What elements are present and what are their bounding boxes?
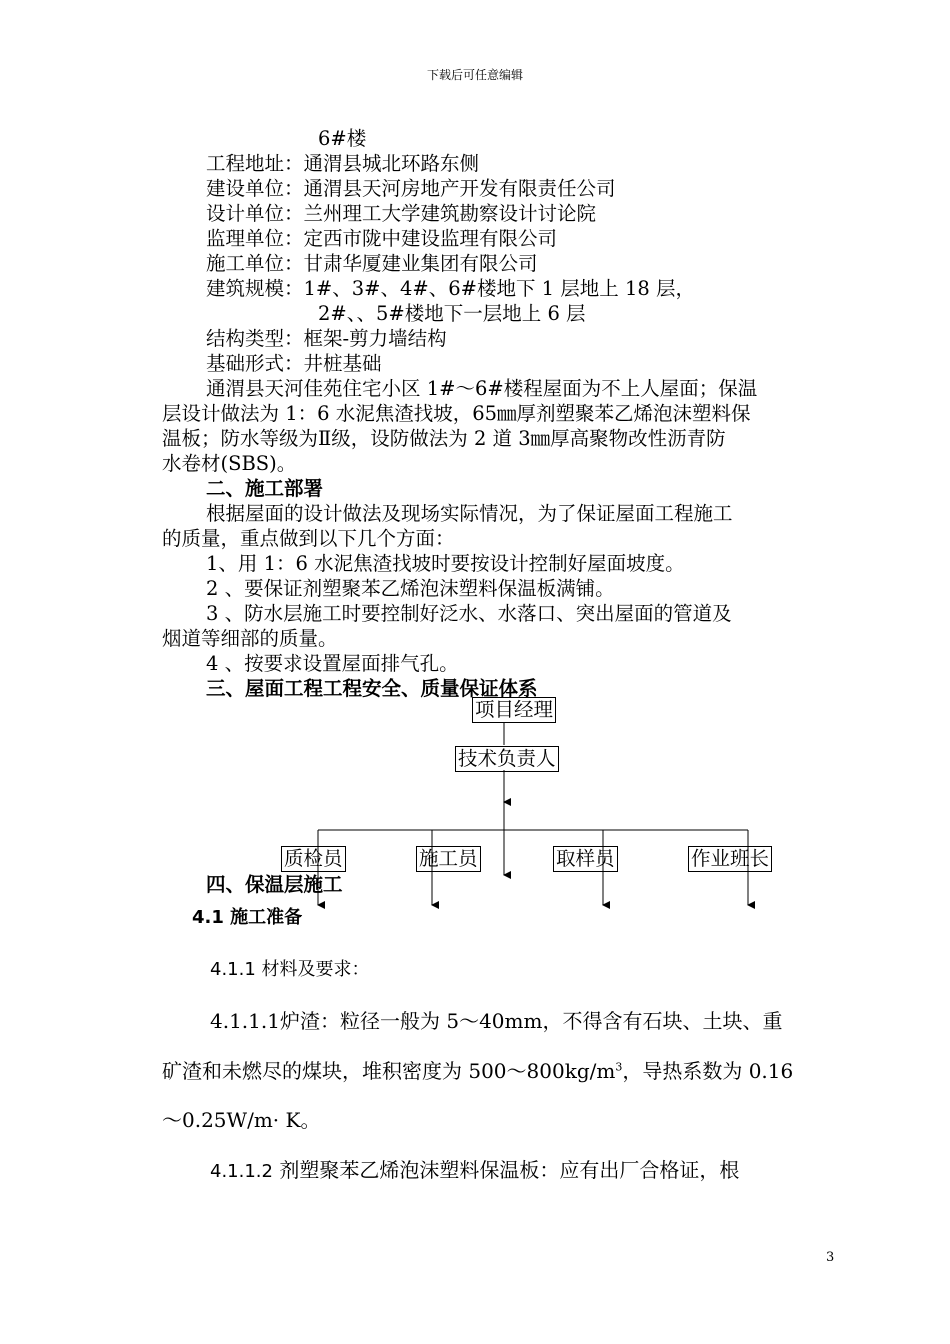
section-4-1-1-1-text-3: ，导热系数为 0.16 xyxy=(622,1059,794,1083)
intro-line-1: 通渭县天河佳苑住宅小区 1#～6#楼程屋面为不上人屋面；保温 xyxy=(206,377,758,400)
section-2-item-3-line-2: 烟道等细部的质量。 xyxy=(162,627,338,650)
section-4-1-1-1-line-1 xyxy=(210,1005,782,1034)
section-4-1-1-title: 4.1.1 材料及要求： xyxy=(210,959,370,980)
section-3-title: 三、屋面工程工程安全、质量保证体系 xyxy=(206,677,538,700)
construction-unit: 施工单位：甘肃华厦建业集团有限公司 xyxy=(206,252,538,275)
section-4-1-1-1-text-2: 矿渣和未燃尽的煤块，堆积密度为 500～800kg/m xyxy=(162,1059,616,1083)
section-2-para-line-2: 的质量，重点做到以下几个方面： xyxy=(162,527,455,550)
section-2-item-3-line-1: 3 、防水层施工时要控制好泛水、水落口、突出屋面的管道及 xyxy=(206,602,732,625)
section-2-title: 二、施工部署 xyxy=(206,477,324,500)
page-header-note: 下载后可任意编辑 xyxy=(426,68,523,82)
section-4-1-1-1-text: 炉渣：粒径一般为 5～40mm，不得含有石块、土块、重 xyxy=(279,1009,783,1033)
section-2-item-2: 2 、要保证剂塑聚苯乙烯泡沫塑料保温板满铺。 xyxy=(206,577,615,600)
section-4-1-1-1-line-2 xyxy=(162,1055,793,1084)
section-4-1-1-2-line-1 xyxy=(210,1154,739,1183)
design-unit: 设计单位：兰州理工大学建筑勘察设计讨论院 xyxy=(206,202,597,225)
org-box-tech-lead: 技术负责人 xyxy=(455,746,559,772)
superscript-3: 3 xyxy=(615,1060,623,1074)
building-name: 6#楼 xyxy=(318,127,367,150)
structure-type: 结构类型：框架-剪力墙结构 xyxy=(206,327,447,350)
intro-line-3: 温板；防水等级为Ⅱ级，设防做法为 2 道 3㎜厚高聚物改性沥青防 xyxy=(162,427,726,450)
building-scale-line-1: 建筑规模：1#、3#、4#、6#楼地下 1 层地上 18 层， xyxy=(206,277,695,300)
project-address: 工程地址：通渭县城北环路东侧 xyxy=(206,152,480,175)
building-scale-line-2: 2#、、5#楼地下一层地上 6 层 xyxy=(318,302,586,325)
section-4-title: 四、保温层施工 xyxy=(206,873,343,896)
section-2-item-1: 1、用 1：6 水泥焦渣找坡时要按设计控制好屋面坡度。 xyxy=(206,552,685,575)
section-4-1-1-1-number: 4.1.1.1 xyxy=(210,1009,280,1033)
section-4-1-1-1-line-3: ～0.25W/m· K。 xyxy=(162,1108,321,1132)
section-2-item-4: 4 、按要求设置屋面排气孔。 xyxy=(206,652,459,675)
owner-unit: 建设单位：通渭县天河房地产开发有限责任公司 xyxy=(206,177,616,200)
section-4-1-title: 4.1 施工准备 xyxy=(192,907,303,928)
org-box-sampler: 取样员 xyxy=(553,846,618,872)
section-4-1-1-2-text: 剂塑聚苯乙烯泡沫塑料保温板：应有出厂合格证，根 xyxy=(272,1158,740,1182)
section-4-1-1-2-number: 4.1.1.2 xyxy=(210,1161,273,1182)
section-2-para-line-1: 根据屋面的设计做法及现场实际情况，为了保证屋面工程施工 xyxy=(206,502,733,525)
page-number: 3 xyxy=(826,1250,835,1265)
org-box-project-manager: 项目经理 xyxy=(472,697,556,723)
intro-line-4: 水卷材(SBS)。 xyxy=(162,452,297,475)
intro-line-2: 层设计做法为 1：6 水泥焦渣找坡，65㎜厚剂塑聚苯乙烯泡沫塑料保 xyxy=(162,402,751,425)
org-box-team-leader: 作业班长 xyxy=(688,846,772,872)
supervision-unit: 监理单位：定西市陇中建设监理有限公司 xyxy=(206,227,558,250)
org-box-quality-inspector: 质检员 xyxy=(281,846,346,872)
org-box-construction-worker: 施工员 xyxy=(416,846,481,872)
foundation-type: 基础形式：井桩基础 xyxy=(206,352,382,375)
